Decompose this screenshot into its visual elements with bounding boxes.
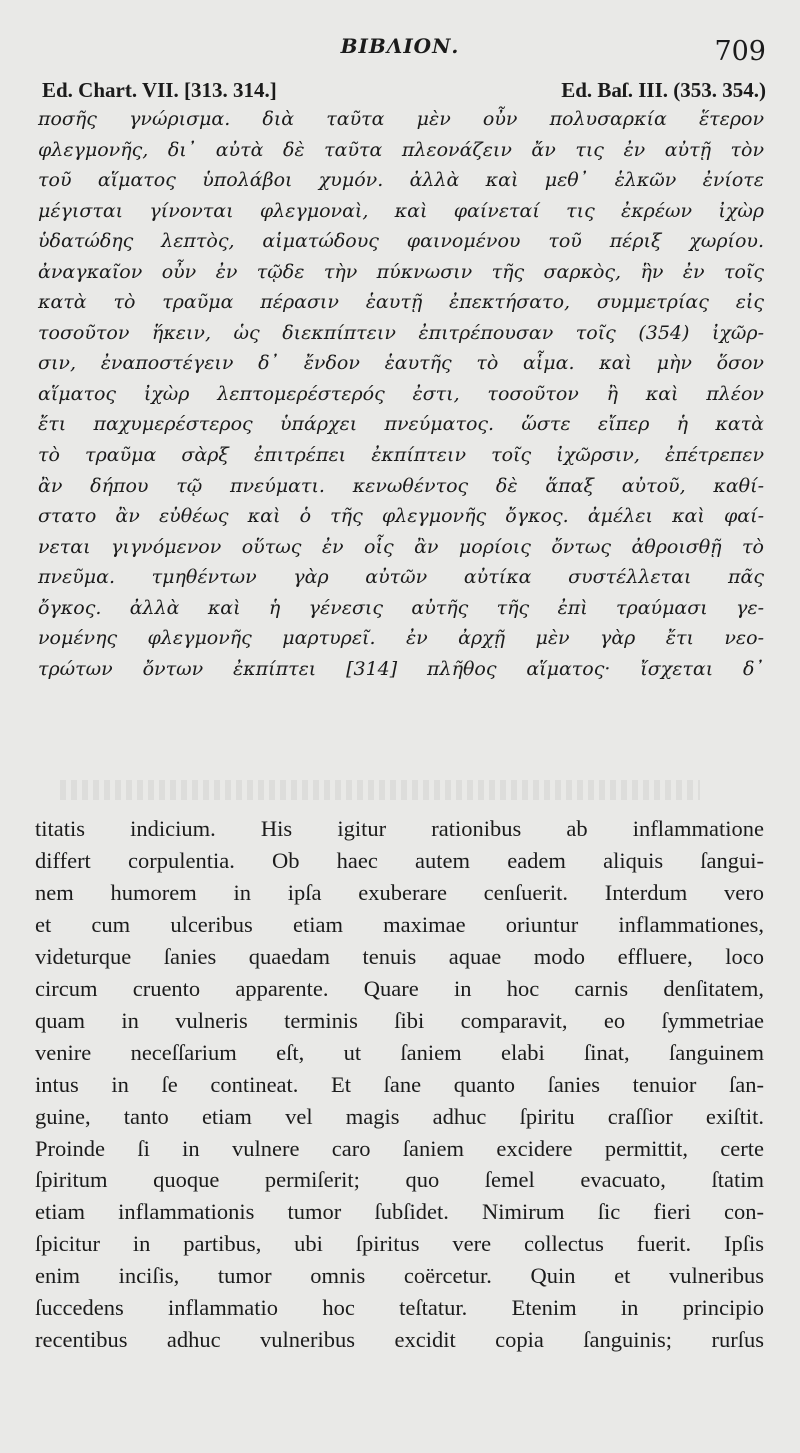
latin-text-line: venire neceſſarium eſt, ut ſaniem elabi ſinat, ſanguinem	[35, 1039, 764, 1065]
latin-text-line: quam in vulneris terminis ſibi comparavit, eo ſymmetriae	[35, 1007, 764, 1033]
latin-text-line: videturque ſanies quaedam tenuis aquae modo effluere, loco	[35, 943, 764, 969]
latin-text-line: enim inciſis, tumor omnis coërcetur. Quin et vulneribus	[35, 1263, 764, 1289]
greek-text-line: στατο ἂν εὐθέως καὶ ὁ τῆς φλεγμονῆς ὄγκος. ἀμέλει καὶ φαί-	[38, 505, 764, 528]
greek-text-line: ἂν δήπου τῷ πνεύματι. κενωθέντος δὲ ἅπαξ αὐτοῦ, καθί-	[38, 474, 764, 497]
latin-text-line: et cum ulceribus etiam maximae oriuntur inflammationes,	[35, 911, 764, 937]
greek-text-line: ὑδατώδης λεπτὸς, αἱματώδους φαινομένου τοῦ πέριξ χωρίου.	[38, 230, 764, 253]
latin-text-line: nem humorem in ipſa exuberare cenſuerit. Interdum vero	[35, 879, 764, 905]
latin-text-line: differt corpulentia. Ob haec autem eadem aliquis ſangui-	[35, 847, 764, 873]
latin-text-line: guine, tanto etiam vel magis adhuc ſpiritu craſſior exiſtit.	[35, 1103, 764, 1129]
edition-reference-basel: Ed. Baſ. III. (353. 354.)	[561, 78, 766, 102]
greek-text-line: φλεγμονῆς, δι᾽ αὐτὰ δὲ ταῦτα πλεονάζειν ἄν τις ἐν αὐτῇ τὸν	[38, 138, 764, 161]
edition-reference-chartier: Ed. Chart. VII. [313. 314.]	[42, 78, 277, 102]
greek-text-block	[38, 104, 764, 684]
greek-text-line: πνεῦμα. τμηθέντων γὰρ αὐτῶν αὐτίκα συστέλλεται πᾶς	[38, 566, 764, 589]
greek-text-line: τρώτων ὄντων ἐκπίπτει [314] πλῆθος αἵματος· ἴσχεται δ᾽	[38, 657, 764, 680]
greek-text-line: ἀναγκαῖον οὖν ἐν τῷδε τὴν πύκνωσιν τῆς σαρκὸς, ἣν ἐν τοῖς	[38, 260, 764, 283]
greek-text-line: ποσῆς γνώρισμα. διὰ ταῦτα μὲν οὖν πολυσαρκία ἕτερον	[38, 108, 764, 130]
latin-text-line: etiam inflammationis tumor ſubſidet. Nimirum ſic fieri con-	[35, 1199, 764, 1225]
running-title: BIBΛΙΟΝ.	[340, 34, 460, 58]
latin-text-line: titatis indicium. His igitur rationibus ab inflammatione	[35, 816, 764, 841]
greek-text-line: κατὰ τὸ τραῦμα πέρασιν ἑαυτῇ ἐπεκτήσατο, συμμετρίας εἰς	[38, 291, 764, 314]
latin-text-block	[35, 813, 764, 1356]
latin-text-line: intus in ſe contineat. Et ſane quanto ſanies tenuior ſan-	[35, 1071, 764, 1097]
latin-text-line: recentibus adhuc vulneribus excidit copia ſanguinis; rurſus	[35, 1327, 764, 1353]
greek-text-line: τὸ τραῦμα σὰρξ ἐπιτρέπει ἐκπίπτειν τοῖς ἰχῶρσιν, ἐπέτρεπεν	[38, 444, 764, 467]
latin-text-line: ſpicitur in partibus, ubi ſpiritus vere collectus fuerit. Ipſis	[35, 1231, 764, 1257]
edition-reference-line	[42, 78, 766, 103]
greek-text-line: σιν, ἐναποστέγειν δ᾽ ἔνδον ἑαυτῆς τὸ αἷμα. καὶ μὴν ὅσον	[38, 352, 764, 375]
latin-text-line: Proinde ſi in vulnere caro ſaniem excidere permittit, certe	[35, 1135, 764, 1161]
greek-text-line: νομένης φλεγμονῆς μαρτυρεῖ. ἐν ἀρχῇ μὲν γὰρ ἔτι νεο-	[38, 627, 764, 650]
latin-text-line: ſuccedens inflammatio hoc teſtatur. Etenim in principio	[35, 1295, 764, 1321]
greek-text-line: αἵματος ἰχὼρ λεπτομερέστερός ἐστι, τοσοῦτον ἢ καὶ πλέον	[38, 382, 764, 405]
latin-text-line: circum cruento apparente. Quare in hoc carnis denſitatem,	[35, 975, 764, 1001]
greek-text-line: τοσοῦτον ἥκειν, ὡς διεκπίπτειν ἐπιτρέπουσαν τοῖς (354) ἰχῶρ-	[38, 321, 764, 344]
greek-text-line: τοῦ αἵματος ὑπολάβοι χυμόν. ἀλλὰ καὶ μεθ᾽ ἑλκῶν ἐνίοτε	[38, 169, 764, 192]
greek-text-line: μέγισται γίνονται φλεγμοναὶ, καὶ φαίνεταί τις ἐκρέων ἰχὼρ	[38, 199, 764, 222]
page-number: 709	[714, 36, 766, 67]
show-through-artifact	[60, 780, 700, 800]
greek-text-line: ἔτι παχυμερέστερος ὑπάρχει πνεύματος. ὥστε εἴπερ ἡ κατὰ	[38, 413, 764, 436]
latin-text-line: ſpiritum quoque permiſerit; quo ſemel evacuato, ſtatim	[35, 1167, 764, 1193]
greek-text-line: νεται γιγνόμενον οὕτως ἐν οἷς ἂν μορίοις ὄντως ἀθροισθῇ τὸ	[38, 535, 764, 558]
greek-text-line: ὄγκος. ἀλλὰ καὶ ἡ γένεσις αὐτῆς τῆς ἐπὶ τραύμασι γε-	[38, 596, 764, 619]
